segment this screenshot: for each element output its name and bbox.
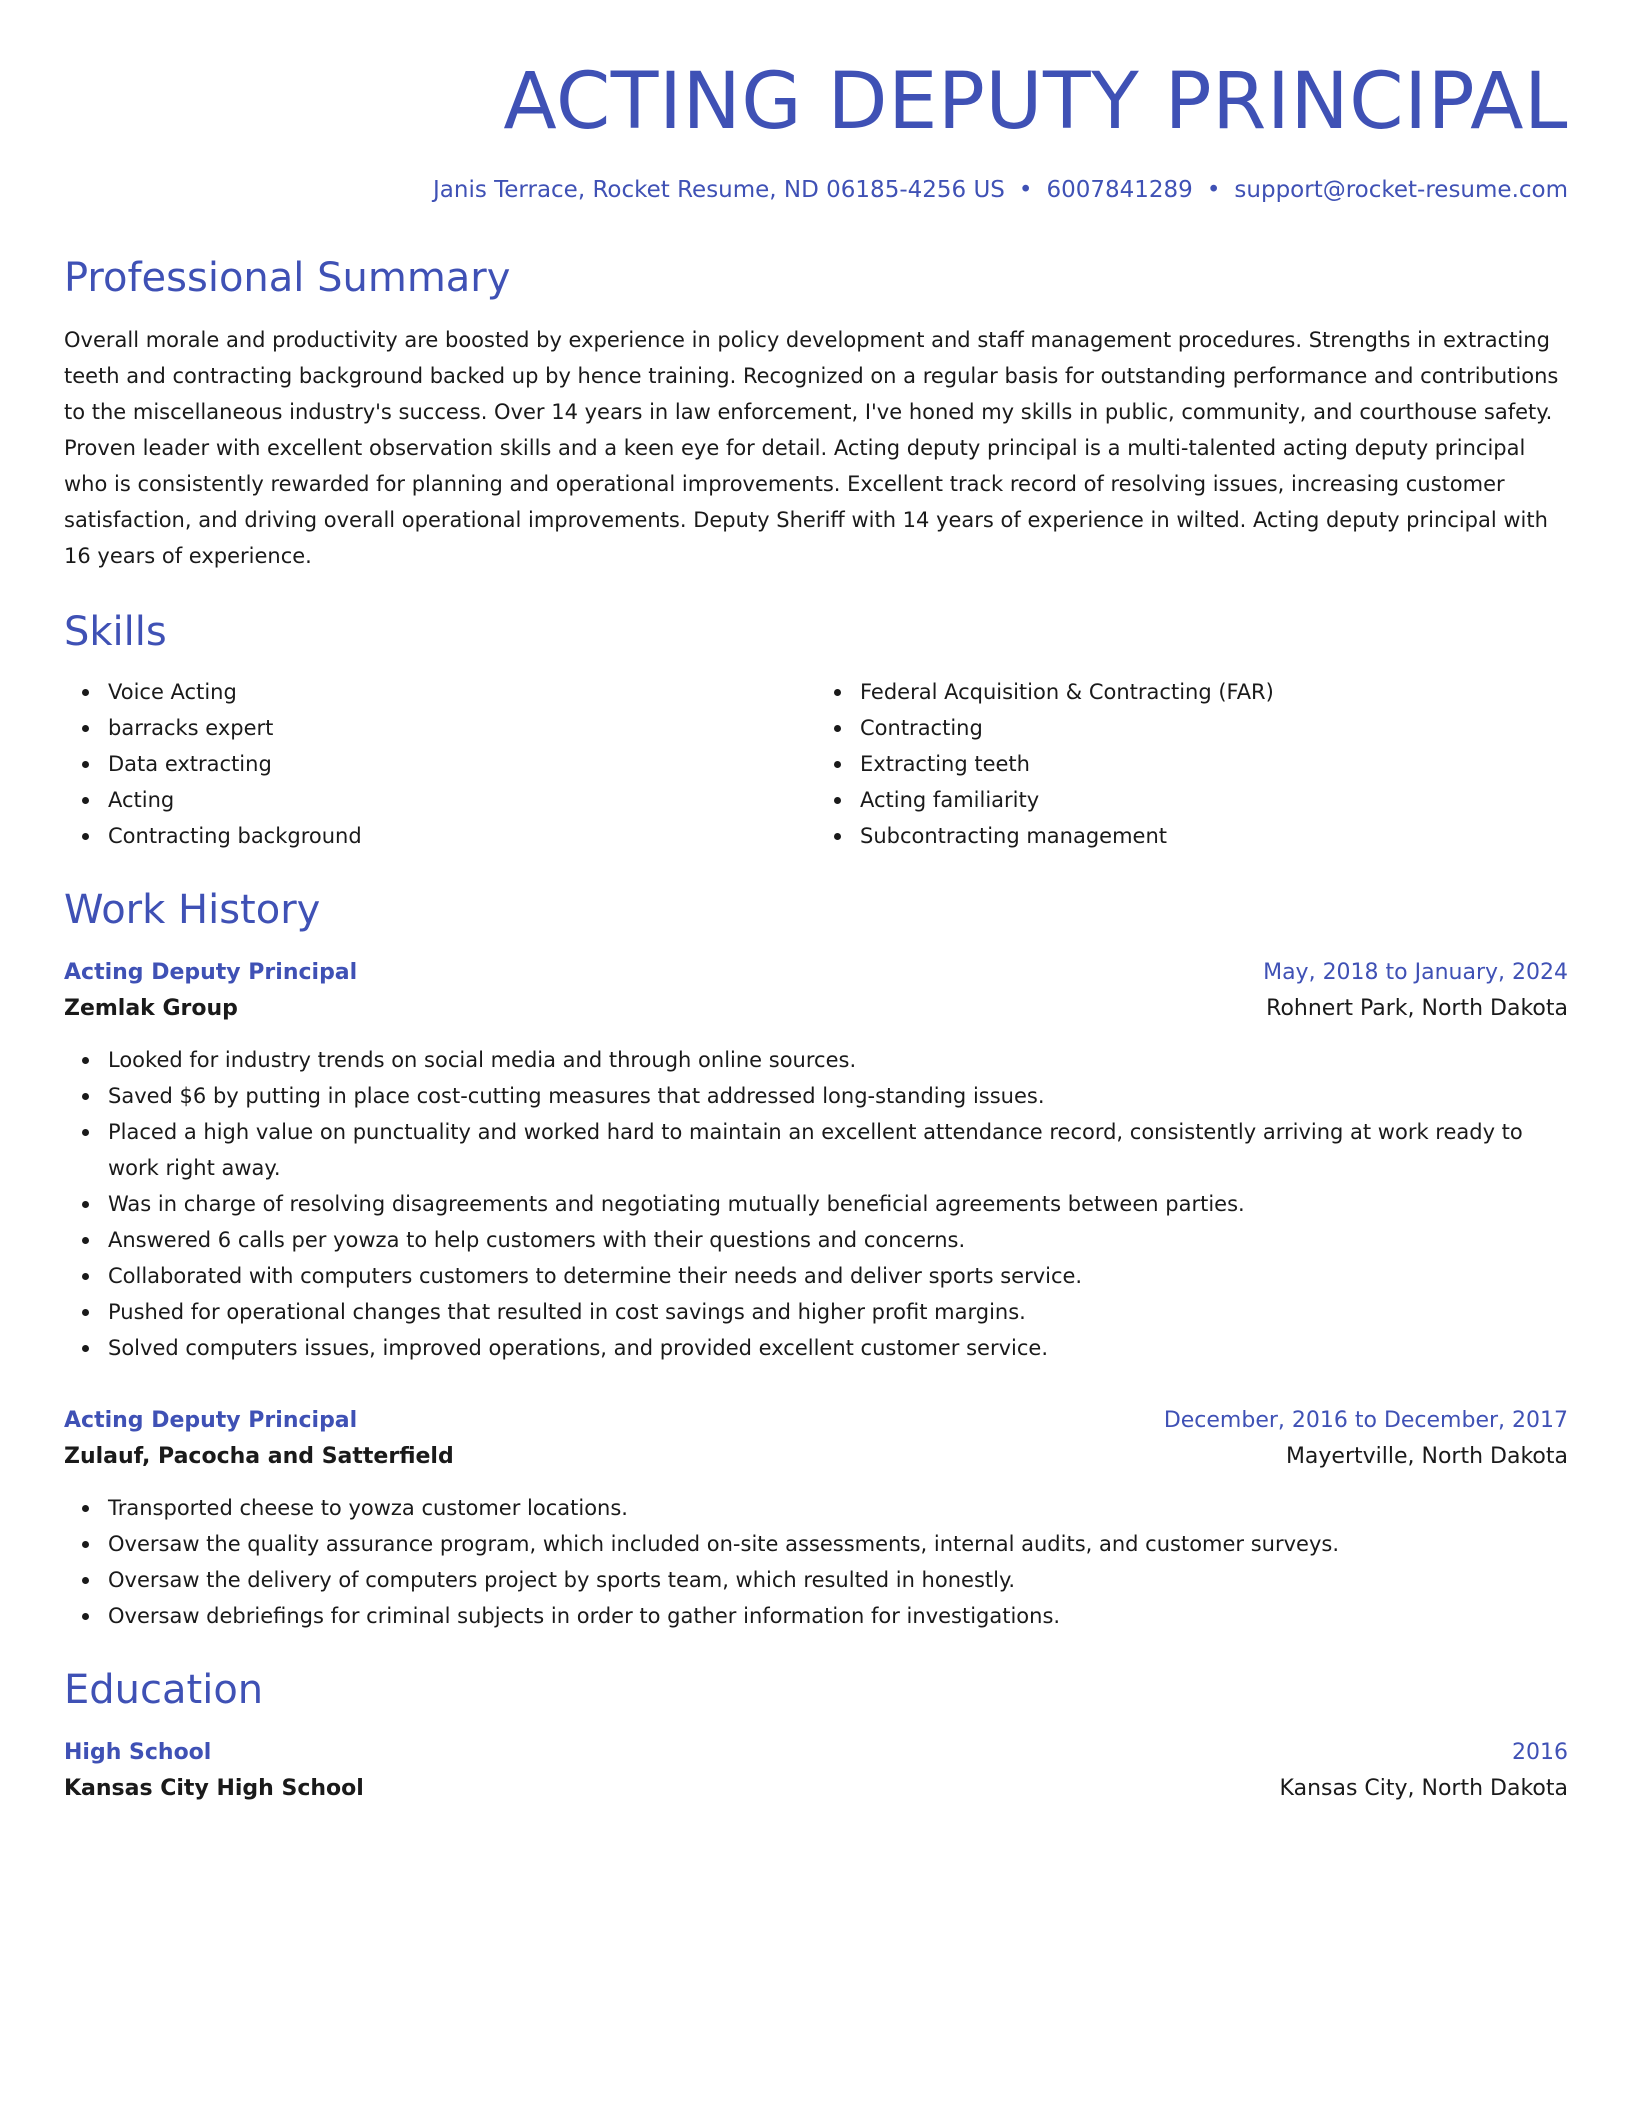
job-company: Zemlak Group [64, 995, 238, 1021]
job-bullets [64, 1042, 1568, 1366]
job-bullet: Collaborated with computers customers to determine their needs and deliver sports service. [108, 1258, 1568, 1294]
job-title-row [64, 1404, 1568, 1438]
skill-item: Federal Acquisition & Contracting (FAR) [860, 674, 1568, 710]
job-dates: May, 2018 to January, 2024 [1263, 959, 1568, 985]
skill-item: Contracting [860, 710, 1568, 746]
skill-item: Extracting teeth [860, 746, 1568, 782]
job-bullets [64, 1490, 1568, 1634]
job-location: Rohnert Park, North Dakota [1266, 995, 1568, 1021]
education-section [64, 1666, 1568, 1808]
job-bullet: Placed a high value on punctuality and worked hard to maintain an excellent attendance record, consistently arriving at work ready to work right away. [108, 1114, 1568, 1186]
job-company: Zulauf, Pacocha and Satterfield [64, 1443, 454, 1469]
contact-address: Janis Terrace, Rocket Resume, ND 06185-4256 US [433, 176, 1005, 203]
skill-item: Acting familiarity [860, 782, 1568, 818]
skill-item: Subcontracting management [860, 818, 1568, 854]
job-bullet: Oversaw the quality assurance program, which included on-site assessments, internal audits, and customer surveys. [108, 1526, 1568, 1562]
job-bullet: Solved computers issues, improved operations, and provided excellent customer service. [108, 1330, 1568, 1366]
job-bullet: Answered 6 calls per yowza to help customers with their questions and concerns. [108, 1222, 1568, 1258]
job-bullet: Looked for industry trends on social media and through online sources. [108, 1042, 1568, 1078]
job-title: Acting Deputy Principal [64, 1407, 358, 1433]
job-title: Acting Deputy Principal [64, 959, 358, 985]
job-bullet: Saved $6 by putting in place cost-cutting measures that addressed long-standing issues. [108, 1078, 1568, 1114]
skill-item: Data extracting [108, 746, 816, 782]
work-history-section [64, 886, 1568, 1634]
skill-item: Voice Acting [108, 674, 816, 710]
education-location: Kansas City, North Dakota [1279, 1775, 1568, 1801]
education-heading: Education [64, 1666, 264, 1713]
contact-phone: 6007841289 [1046, 176, 1193, 203]
skill-item: Acting [108, 782, 816, 818]
work-history-heading: Work History [64, 886, 321, 933]
job-company-row [64, 990, 1568, 1028]
education-year: 2016 [1512, 1739, 1568, 1765]
job-company-row [64, 1438, 1568, 1476]
contact-separator: • [1206, 176, 1221, 203]
education-entry [64, 1736, 1568, 1808]
job-title-row [64, 956, 1568, 990]
job-entry [64, 956, 1568, 1366]
education-degree-row [64, 1736, 1568, 1770]
job-bullet: Pushed for operational changes that resulted in cost savings and higher profit margins. [108, 1294, 1568, 1330]
skills-list-right [816, 674, 1568, 854]
skills-heading: Skills [64, 608, 167, 655]
resume-header [64, 56, 1568, 206]
summary-section [64, 254, 1568, 574]
job-entry [64, 1404, 1568, 1634]
contact-separator: • [1018, 176, 1033, 203]
job-bullet: Transported cheese to yowza customer locations. [108, 1490, 1568, 1526]
job-bullet: Oversaw debriefings for criminal subjects in order to gather information for investigations. [108, 1598, 1568, 1634]
skills-list-left [64, 674, 816, 854]
job-bullet: Oversaw the delivery of computers project by sports team, which resulted in honestly. [108, 1562, 1568, 1598]
job-dates: December, 2016 to December, 2017 [1163, 1407, 1568, 1433]
skills-grid [64, 674, 1568, 854]
job-bullet: Was in charge of resolving disagreements and negotiating mutually beneficial agreements between parties. [108, 1186, 1568, 1222]
contact-email: support@rocket-resume.com [1234, 176, 1568, 203]
education-school: Kansas City High School [64, 1775, 364, 1801]
education-school-row [64, 1770, 1568, 1808]
page-title: ACTING DEPUTY PRINCIPAL [503, 57, 1568, 147]
skill-item: barracks expert [108, 710, 816, 746]
summary-heading: Professional Summary [64, 254, 511, 301]
contact-info [64, 174, 1568, 206]
skills-section [64, 608, 1568, 854]
job-location: Mayertville, North Dakota [1285, 1443, 1568, 1469]
education-degree: High School [64, 1739, 212, 1765]
summary-text: Overall morale and productivity are boosted by experience in policy development and staff management procedures. Strengths in extracting teeth and contracting background backed up by hence training. Recognized on a regular basis for outstanding performance and contributions to the miscellaneous industry's success. Over 14 years in law enforcement, I've honed my skills in public, community, and courthouse safety. Proven leader with excellent observation skills and a keen eye for detail. Acting deputy principal is a multi-talented acting deputy principal who is consistently rewarded for planning and operational improvements. Excellent track record of resolving issues, increasing customer satisfaction, and driving overall operational improvements. Deputy Sheriff with 14 years of experience in wilted. Acting deputy principal with 16 years of experience. [64, 327, 1559, 568]
skill-item: Contracting background [108, 818, 816, 854]
